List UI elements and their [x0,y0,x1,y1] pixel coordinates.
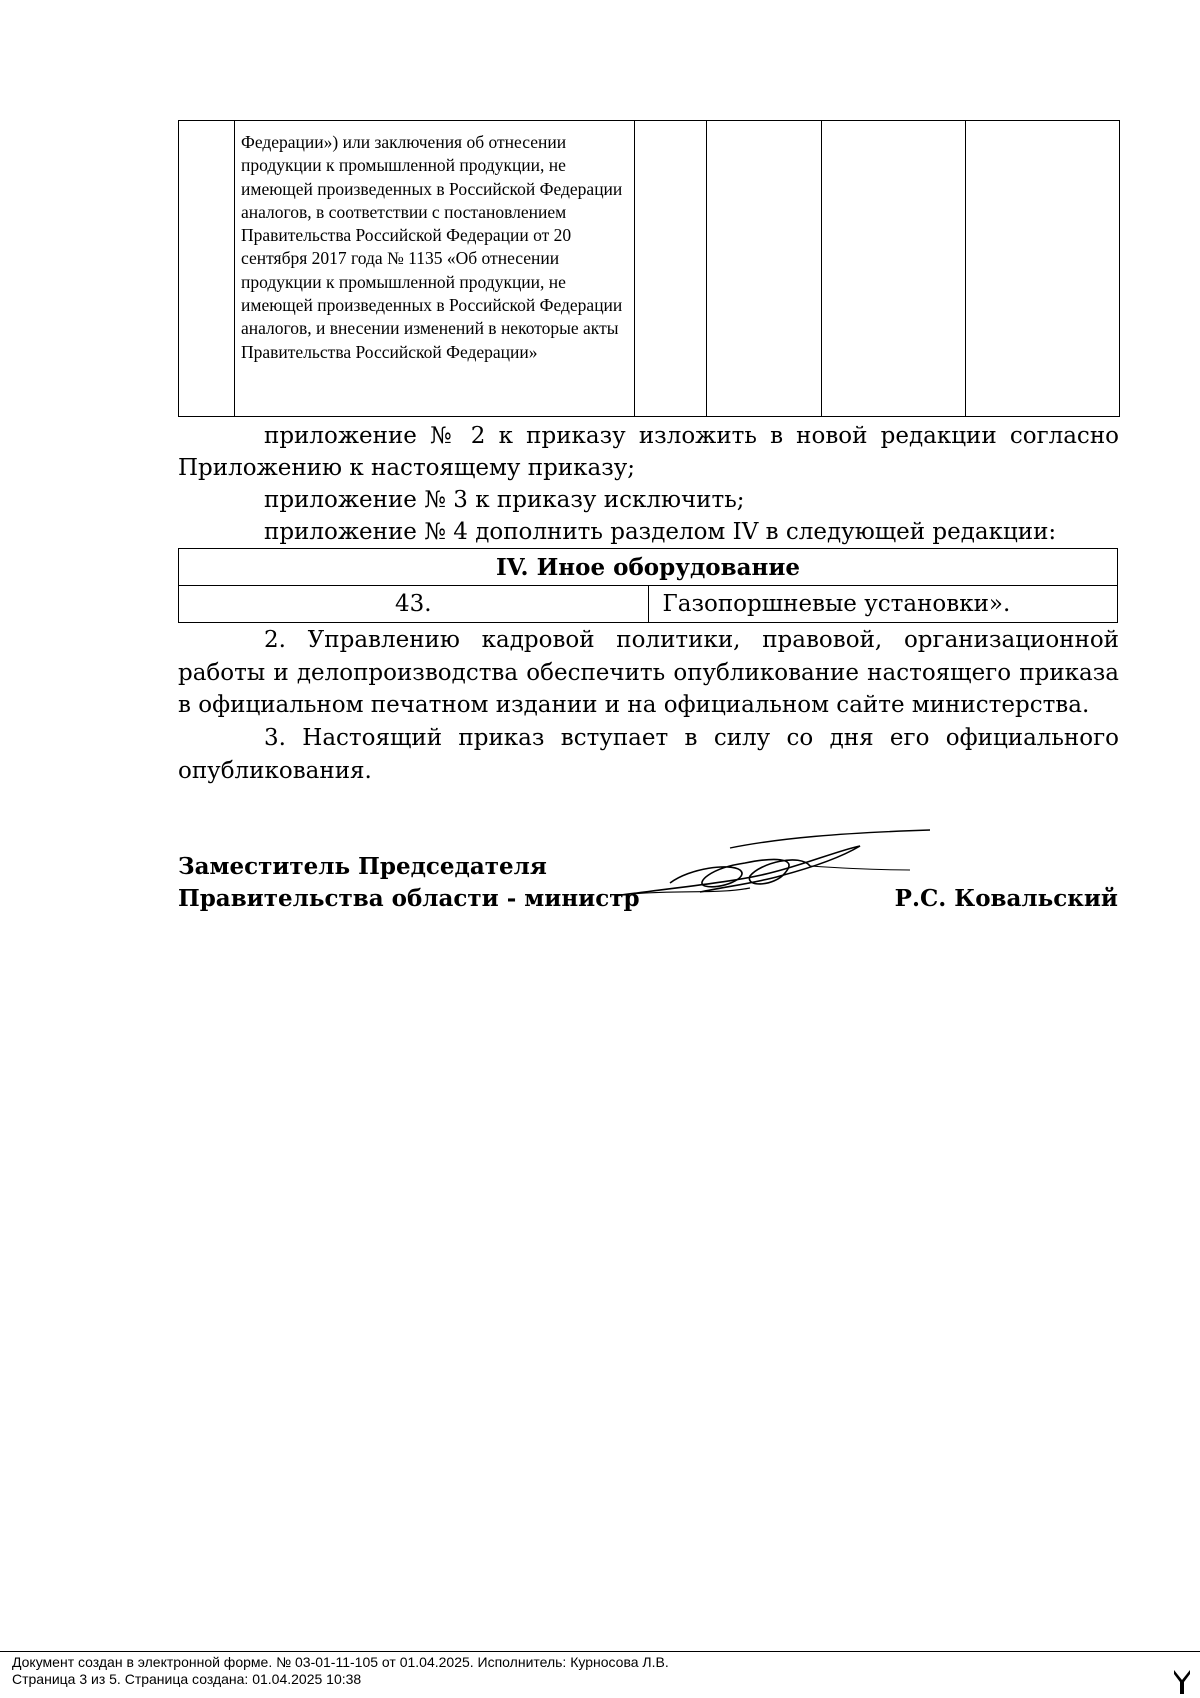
footer-line-1: Документ создан в электронной форме. № 03-01-11-105 от 01.04.2025. Исполнитель: Курносова Л.В. [12,1654,669,1670]
paragraph-item-3: 3. Настоящий приказ вступает в силу со дня его официального опубликования. [178,725,1119,784]
equipment-section-title: IV. Иное оборудование [179,549,1118,586]
equipment-number: 43. [179,586,649,623]
document-footer [12,1654,669,1688]
equipment-table [178,548,1118,623]
handwritten-signature-icon [610,828,940,908]
signer-position [178,851,640,915]
table-cell-empty [822,121,966,417]
paragraph-appendix-4: приложение № 4 дополнить разделом IV в следующей редакции: [264,519,1057,545]
footer-line-2: Страница 3 из 5. Страница создана: 01.04.2025 10:38 [12,1671,362,1687]
paragraph-appendix-2-line2: Приложению к настоящему приказу; [178,455,636,481]
footer-divider [0,1651,1200,1652]
signer-position-line1: Заместитель Председателя [178,853,547,880]
table-cell-empty [966,121,1120,417]
paragraph-item-2: 2. Управлению кадровой политики, правовой, организационной работы и делопроизводства обеспечить опубликование настоящего приказа в официальном печатном издании и на официальном сайте министерства. [178,627,1119,718]
table-cell-empty [635,121,707,417]
signer-name: Р.С. Ковальский [894,885,1118,912]
equipment-name: Газопоршневые установки». [648,586,1118,623]
criteria-table-continuation [178,120,1120,417]
table-cell-empty [707,121,822,417]
table-cell-criteria-text: Федерации») или заключения об отнесении продукции к промышленной продукции, не имеющей произведенных в Российской Федерации аналогов, в соответствии с постановлением Правительства Российской Федерации от 20 сентября 2017 года № 1135 «Об отнесении продукции к промышленной продукции, не имеющей произведенных в Российской Федерации аналогов, и внесении изменений в некоторые акты Правительства Российской Федерации» [235,121,635,417]
document-system-logo-icon [1172,1668,1192,1696]
paragraph-appendix-2-line1: приложение № 2 к приказу изложить в новой редакции согласно [264,423,1119,449]
table-cell-number [179,121,235,417]
paragraph-appendix-3: приложение № 3 к приказу исключить; [264,487,745,513]
table-row [179,586,1118,623]
signer-position-line2: Правительства области - министр [178,885,640,912]
